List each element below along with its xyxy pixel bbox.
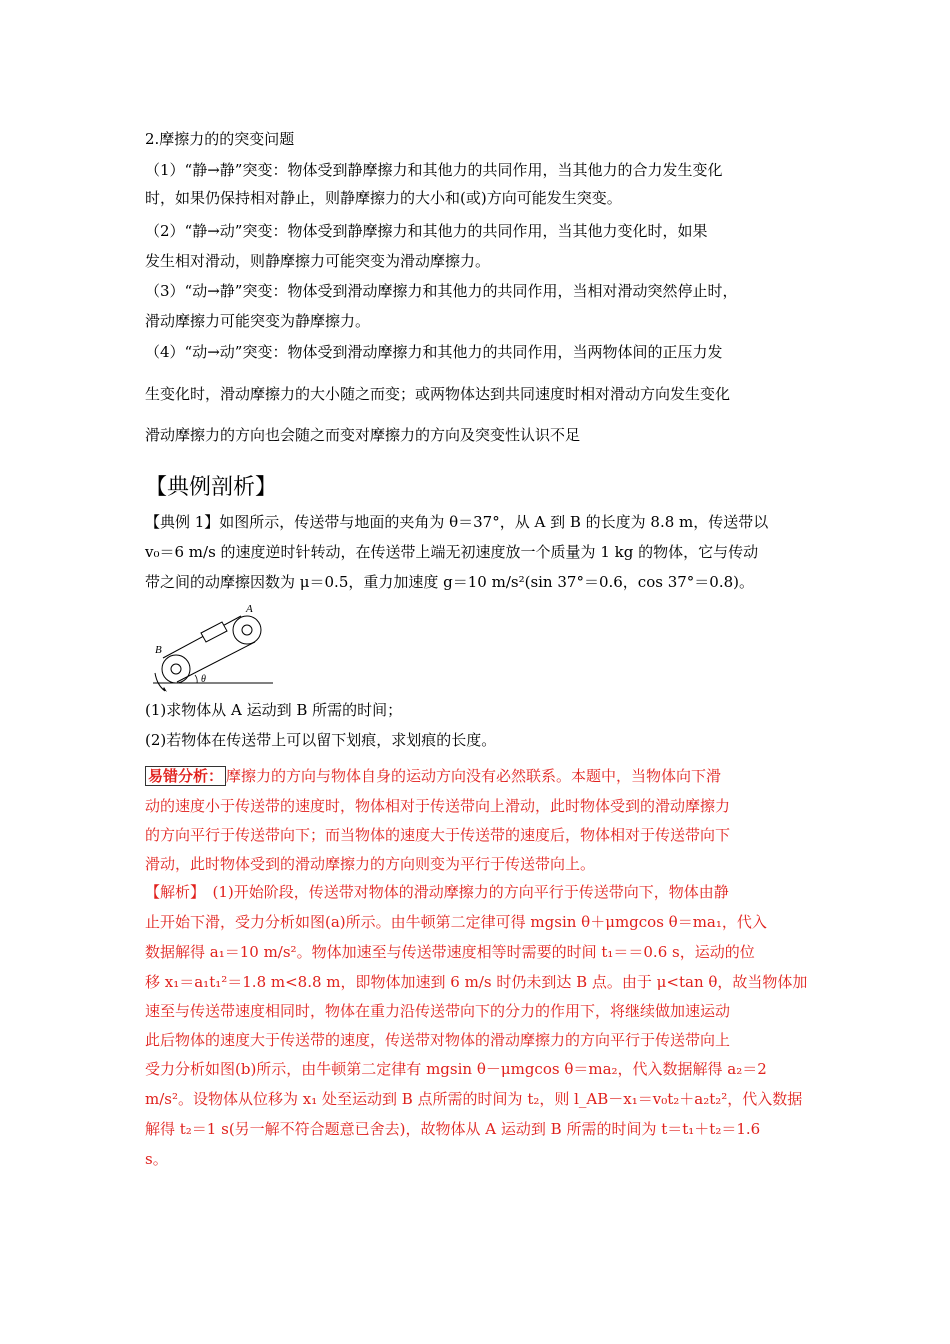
case-1-line-2: 时，如果仍保持相对静止，则静摩擦力的大小和(或)方向可能发生突变。 xyxy=(145,189,622,207)
solution-line-8: m/s²。设物体从位移为 x₁ 处至运动到 B 点所需的时间为 t₂，则 l_AB－x₁＝v₀t₂＋a₂t₂²，代入数据 xyxy=(145,1090,803,1108)
question-2: (2)若物体在传送带上可以留下划痕，求划痕的长度。 xyxy=(145,731,497,749)
example-line-1: 【典例 1】如图所示，传送带与地面的夹角为 θ＝37°，从 A 到 B 的长度为 8.8 m，传送带以 xyxy=(145,513,769,531)
solution-line-3: 数据解得 a₁＝10 m/s²。物体加速至与传送带速度相等时需要的时间 t₁＝＝0.6 s，运动的位 xyxy=(145,943,755,961)
solution-line-2: 止开始下滑，受力分析如图(a)所示。由牛顿第二定律可得 mgsin θ＋μmgcos θ＝ma₁，代入 xyxy=(145,913,767,931)
case-1-line-1: （1）“静→静”突变：物体受到静摩擦力和其他力的共同作用，当其他力的合力发生变化 xyxy=(145,161,723,179)
label-b: B xyxy=(155,644,162,656)
solution-line-10: s。 xyxy=(145,1150,168,1168)
error-analysis-line-4: 滑动，此时物体受到的滑动摩擦力的方向则变为平行于传送带向上。 xyxy=(145,855,596,873)
label-a: A xyxy=(246,603,253,615)
error-analysis-first-text: 摩擦力的方向与物体自身的运动方向没有必然联系。本题中，当物体向下滑 xyxy=(226,767,722,785)
label-theta: θ xyxy=(201,674,206,685)
case-4-line-3: 滑动摩擦力的方向也会随之而变对摩擦力的方向及突变性认识不足 xyxy=(145,426,581,444)
case-4-line-2: 生变化时，滑动摩擦力的大小随之而变；或两物体达到共同速度时相对滑动方向发生变化 xyxy=(145,385,731,403)
conveyor-belt-diagram xyxy=(143,603,275,693)
heading: 2.摩擦力的的突变问题 xyxy=(145,130,295,148)
solution-line-6: 此后物体的速度大于传送带的速度，传送带对物体的滑动摩擦力的方向平行于传送带向上 xyxy=(145,1031,731,1049)
case-2-line-2: 发生相对滑动，则静摩擦力可能突变为滑动摩擦力。 xyxy=(145,252,491,270)
solution-line-1: 【解析】 (1)开始阶段，传送带对物体的滑动摩擦力的方向平行于传送带向下，物体由静 xyxy=(145,883,729,901)
solution-line-4: 移 x₁＝a₁t₁²＝1.8 m<8.8 m，即物体加速到 6 m/s 时仍未到达 B 点。由于 μ<tan θ，故当物体加 xyxy=(145,973,808,991)
question-1: (1)求物体从 A 运动到 B 所需的时间； xyxy=(145,701,403,719)
solution-line-7: 受力分析如图(b)所示，由牛顿第二定律有 mgsin θ－μmgcos θ＝ma₂，代入数据解得 a₂＝2 xyxy=(145,1060,767,1078)
error-analysis-line-3: 的方向平行于传送带向下；而当物体的速度大于传送带的速度后，物体相对于传送带向下 xyxy=(145,826,731,844)
case-3-line-2: 滑动摩擦力可能突变为静摩擦力。 xyxy=(145,312,371,330)
error-analysis-label: 易错分析： xyxy=(145,766,226,786)
example-line-3: 带之间的动摩擦因数为 μ＝0.5，重力加速度 g＝10 m/s²(sin 37°＝0.6，cos 37°＝0.8)。 xyxy=(145,573,754,591)
solution-line-5: 速至与传送带速度相同时，物体在重力沿传送带向下的分力的作用下，将继续做加速运动 xyxy=(145,1002,731,1020)
solution-line-9: 解得 t₂＝1 s(另一解不符合题意已舍去)，故物体从 A 运动到 B 所需的时间为 t＝t₁＋t₂＝1.6 xyxy=(145,1120,761,1138)
example-line-2: v₀＝6 m/s 的速度逆时针转动，在传送带上端无初速度放一个质量为 1 kg 的物体，它与传动 xyxy=(145,543,759,561)
case-4-line-1: （4）“动→动”突变：物体受到滑动摩擦力和其他力的共同作用，当两物体间的正压力发 xyxy=(145,343,723,361)
case-2-line-1: （2）“静→动”突变：物体受到静摩擦力和其他力的共同作用，当其他力变化时，如果 xyxy=(145,222,708,240)
section-title: 【典例剖析】 xyxy=(145,475,278,500)
error-analysis-line-2: 动的速度小于传送带的速度时，物体相对于传送带向上滑动，此时物体受到的滑动摩擦力 xyxy=(145,797,731,815)
error-analysis-line-1 xyxy=(145,766,721,786)
case-3-line-1: （3）“动→静”突变：物体受到滑动摩擦力和其他力的共同作用，当相对滑动突然停止时， xyxy=(145,282,738,300)
